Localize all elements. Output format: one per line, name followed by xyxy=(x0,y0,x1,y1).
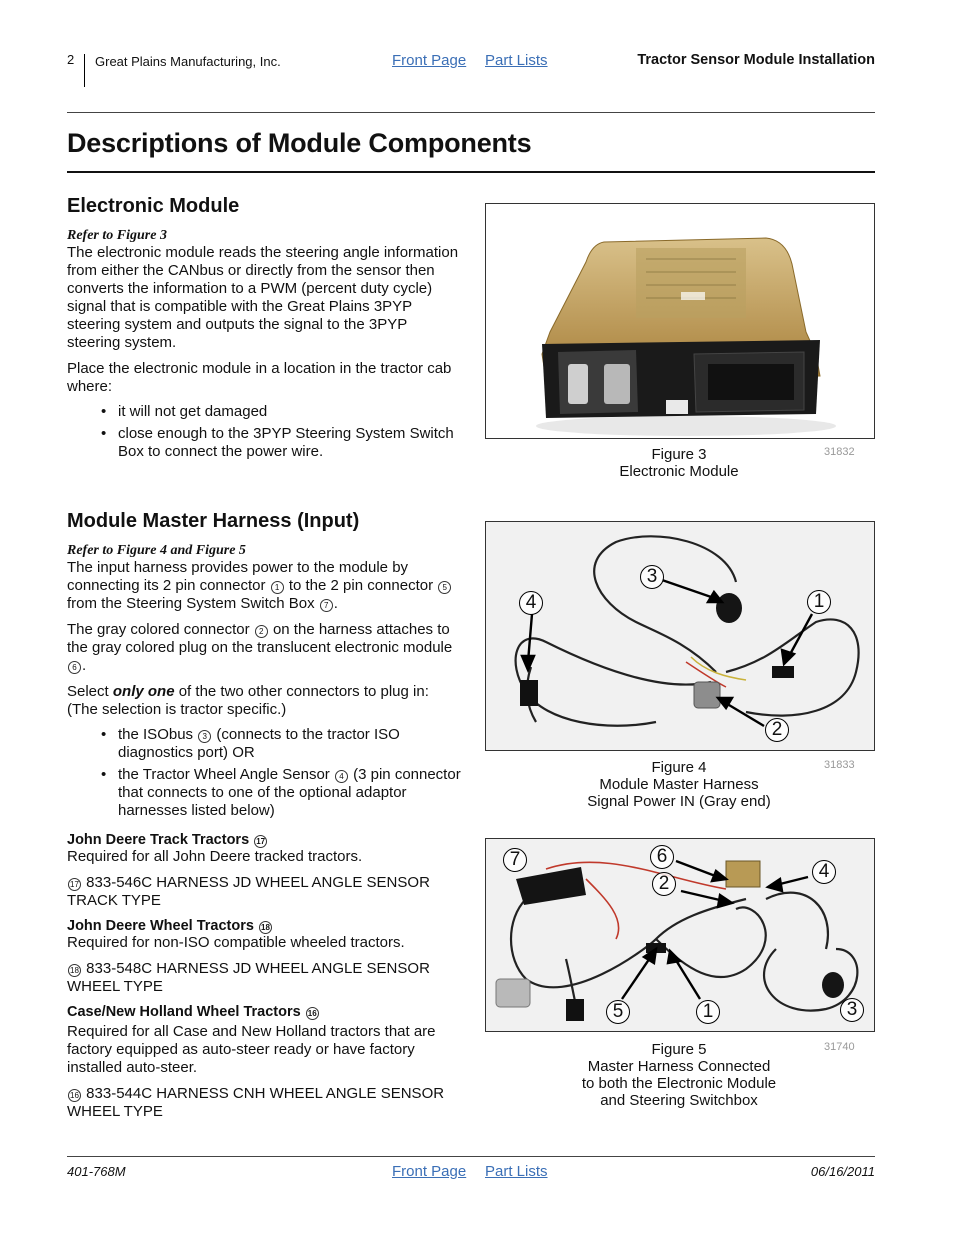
figure-id: 31740 xyxy=(824,1041,855,1053)
paragraph: The gray colored connector 2 on the harness attaches to the gray colored plug on the translucent electronic module 6 . xyxy=(67,621,453,674)
header-rule xyxy=(67,112,875,113)
footer-rule xyxy=(67,1156,875,1157)
harness-text xyxy=(67,543,462,1121)
list-item: • close enough to the 3PYP Steering System Switch Box to connect the power wire. xyxy=(67,425,462,461)
figure-title: Electronic Module xyxy=(619,463,739,480)
list-item: • it will not get damaged xyxy=(67,403,462,421)
electronic-module-text xyxy=(67,228,462,461)
figure-id: 31833 xyxy=(824,759,855,771)
header-divider xyxy=(84,54,85,87)
paragraph: The input harness provides power to the module by connecting its 2 pin connector 1 to the 2 pin connector 5 from the Steering System Switch Box 7 . xyxy=(67,559,462,613)
page-title: Descriptions of Module Components xyxy=(67,128,532,158)
bullet-list xyxy=(67,726,462,820)
paragraph: Place the electronic module in a location in the tractor cab where: xyxy=(67,360,452,395)
paragraph: Required for non-ISO compatible wheeled tractors. xyxy=(67,934,405,951)
callout-2: 2 xyxy=(765,718,789,742)
figure-subtitle: Signal Power IN (Gray end) xyxy=(587,793,771,810)
subheading: John Deere Track Tractors 17 xyxy=(67,832,462,848)
ref-number: 4 xyxy=(335,770,348,783)
ref-number: 17 xyxy=(254,835,267,848)
ref-number: 7 xyxy=(320,599,333,612)
callout-4: 4 xyxy=(519,591,543,615)
figure-3-caption xyxy=(485,446,873,480)
bullet-list xyxy=(67,403,462,461)
refer-note: Refer to Figure 3 xyxy=(67,228,167,243)
figure-label: Figure 4 xyxy=(651,759,707,776)
callout-7: 7 xyxy=(503,848,527,872)
document-number: 401-768M xyxy=(67,1164,126,1179)
figure-label: Figure 5 xyxy=(651,1041,707,1058)
paragraph: The electronic module reads the steering angle information from either the CANbus or directly from the sensor then converts the information to a PWM (percent duty cycle) signal that is compatible with the Great Plains 3PYP steering system and outputs the signal to the 3PYP steering system. xyxy=(67,244,459,351)
ref-number: 18 xyxy=(259,921,272,934)
callout-4: 4 xyxy=(812,860,836,884)
figure-subtitle: to both the Electronic Module xyxy=(581,1075,777,1092)
revision-date: 06/16/2011 xyxy=(810,1164,875,1179)
part-lists-link[interactable]: Part Lists xyxy=(485,52,548,69)
ref-number: 16 xyxy=(306,1007,319,1020)
part-number: 18 833-548C HARNESS JD WHEEL ANGLE SENSOR WHEEL TYPE xyxy=(67,960,430,995)
figure-5-caption xyxy=(485,1041,873,1109)
cnh-block xyxy=(67,1004,462,1121)
section-heading-electronic-module: Electronic Module xyxy=(67,195,240,217)
company-name: Great Plains Manufacturing, Inc. xyxy=(95,54,281,69)
figure-4-image xyxy=(485,521,875,751)
ref-number: 5 xyxy=(438,581,451,594)
ref-number: 6 xyxy=(68,661,81,674)
callout-1: 1 xyxy=(807,590,831,614)
paragraph: Required for all John Deere tracked tractors. xyxy=(67,848,363,865)
section-heading-master-harness: Module Master Harness (Input) xyxy=(67,510,360,532)
subheading: Case/New Holland Wheel Tractors 16 xyxy=(67,1004,462,1020)
page-number: 2 xyxy=(67,52,75,67)
ref-number: 3 xyxy=(198,730,211,743)
refer-note: Refer to Figure 4 and Figure 5 xyxy=(67,543,246,558)
ref-number: 2 xyxy=(255,625,268,638)
front-page-link[interactable]: Front Page xyxy=(392,1163,467,1180)
figure-subtitle: and Steering Switchbox xyxy=(600,1092,758,1109)
part-number: 17 833-546C HARNESS JD WHEEL ANGLE SENSOR TRACK TYPE xyxy=(67,874,430,909)
callout-6: 6 xyxy=(650,845,674,869)
master-harness-photo xyxy=(486,522,874,750)
list-item: • the ISObus 3 (connects to the tractor ISO diagnostics port) OR xyxy=(67,726,462,762)
title-rule xyxy=(67,171,875,173)
list-item: • the Tractor Wheel Angle Sensor 4 (3 pin connector that connects to one of the optional adaptor harnesses listed below) xyxy=(67,766,462,820)
callout-5: 5 xyxy=(606,1000,630,1024)
subheading: John Deere Wheel Tractors 18 xyxy=(67,918,462,934)
callout-3: 3 xyxy=(640,565,664,589)
callout-2: 2 xyxy=(652,872,676,896)
figure-id: 31832 xyxy=(824,446,855,458)
front-page-link[interactable]: Front Page xyxy=(392,52,467,69)
figure-5-image xyxy=(485,838,875,1032)
figure-label: Figure 3 xyxy=(651,446,707,463)
ref-number: 1 xyxy=(271,581,284,594)
paragraph: Required for all Case and New Holland tractors that are factory equipped as auto-steer ready or have factory installed auto-steer. xyxy=(67,1023,436,1076)
figure-4-caption xyxy=(485,759,873,810)
paragraph: Select only one of the two other connectors to plug in: (The selection is tractor specific.) xyxy=(67,683,429,718)
callout-1: 1 xyxy=(696,1000,720,1024)
figure-3-image xyxy=(485,203,875,439)
document-title: Tractor Sensor Module Installation xyxy=(637,52,875,68)
part-number: 16 833-544C HARNESS CNH WHEEL ANGLE SENSOR WHEEL TYPE xyxy=(67,1085,445,1120)
part-lists-link[interactable]: Part Lists xyxy=(485,1163,548,1180)
electronic-module-photo xyxy=(486,204,874,438)
jd-track-block xyxy=(67,832,462,910)
figure-title: Module Master Harness xyxy=(599,776,759,793)
callout-3: 3 xyxy=(840,998,864,1022)
figure-title: Master Harness Connected xyxy=(587,1058,771,1075)
jd-wheel-block xyxy=(67,918,462,996)
